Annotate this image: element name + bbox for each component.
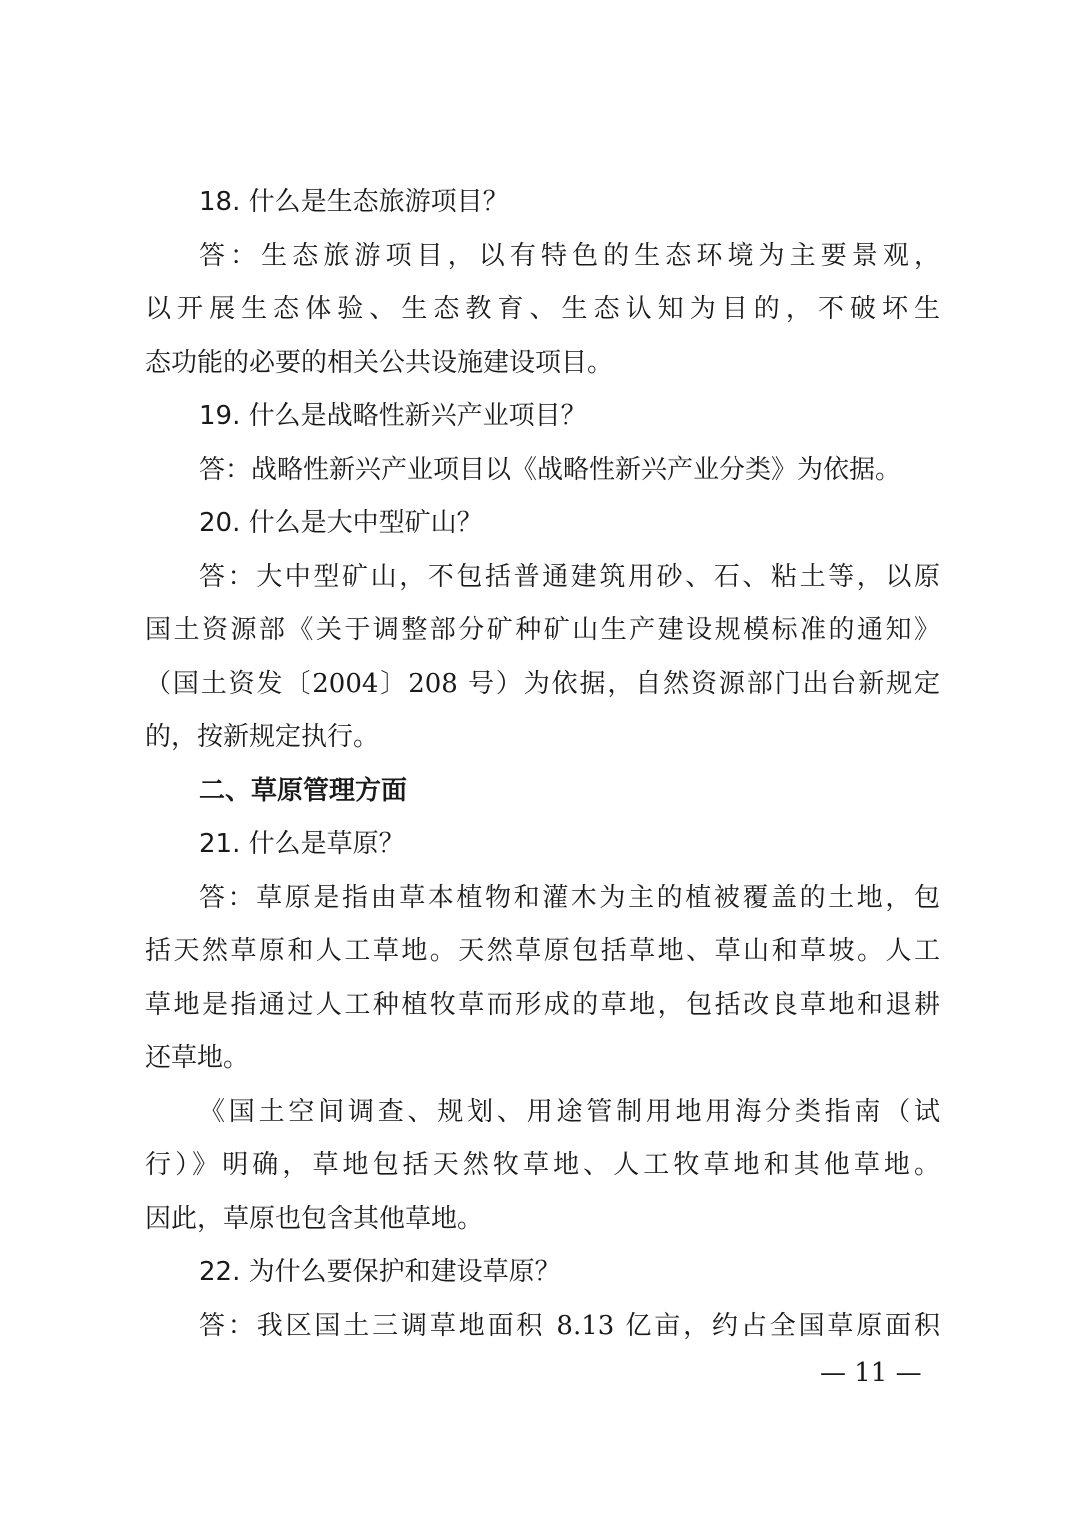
answer-21-line-3: 草地是指通过人工种植牧草而形成的草地，包括改良草地和退耕 [145,989,940,1020]
question-20: 20. 什么是大中型矿山？ [199,508,483,538]
answer-22-line-1: 答：我区国土三调草地面积 8.13 亿亩，约占全国草原面积 [199,1310,940,1341]
answer-20-line-2: 国土资源部《关于调整部分矿种矿山生产建设规模标准的通知》 [145,615,940,645]
answer-20-line-1: 答：大中型矿山，不包括普通建筑用砂、石、粘土等，以原 [199,561,940,592]
answer-21b-line-3: 因此，草原也包含其他草地。 [145,1203,484,1234]
answer-20-line-3: （国土资发〔2004〕208 号）为依据，自然资源部门出台新规定 [145,668,940,699]
answer-18-line-1: 答：生态旅游项目，以有特色的生态环境为主要景观， [199,240,940,271]
answer-21b-line-1: 《国土空间调查、规划、用途管制用地用海分类指南（试 [199,1096,940,1127]
question-18: 18. 什么是生态旅游项目？ [199,187,509,217]
question-19: 19. 什么是战略性新兴产业项目？ [199,401,587,431]
answer-21b-line-2: 行）》明确，草地包括天然牧草地、人工牧草地和其他草地。 [145,1150,940,1180]
answer-20-line-4: 的，按新规定执行。 [145,722,380,752]
answer-21-line-2: 括天然草原和人工草地。天然草原包括草地、草山和草坡。人工 [145,936,940,966]
answer-19-line-1: 答：战略性新兴产业项目以《战略性新兴产业分类》为依据。 [199,454,902,485]
document-body [145,176,940,1353]
question-21: 21. 什么是草原？ [199,829,405,859]
answer-21-line-4: 还草地。 [145,1043,250,1073]
question-22: 22. 为什么要保护和建设草原？ [199,1257,561,1287]
section-heading-grassland: 二、草原管理方面 [199,775,408,806]
page-number: — 11 — [820,1358,922,1388]
answer-18-line-3: 态功能的必要的相关公共设施建设项目。 [145,347,614,378]
answer-21-line-1: 答：草原是指由草本植物和灌木为主的植被覆盖的土地，包 [199,882,940,913]
answer-18-line-2: 以开展生态体验、生态教育、生态认知为目的，不破坏生 [145,294,940,324]
